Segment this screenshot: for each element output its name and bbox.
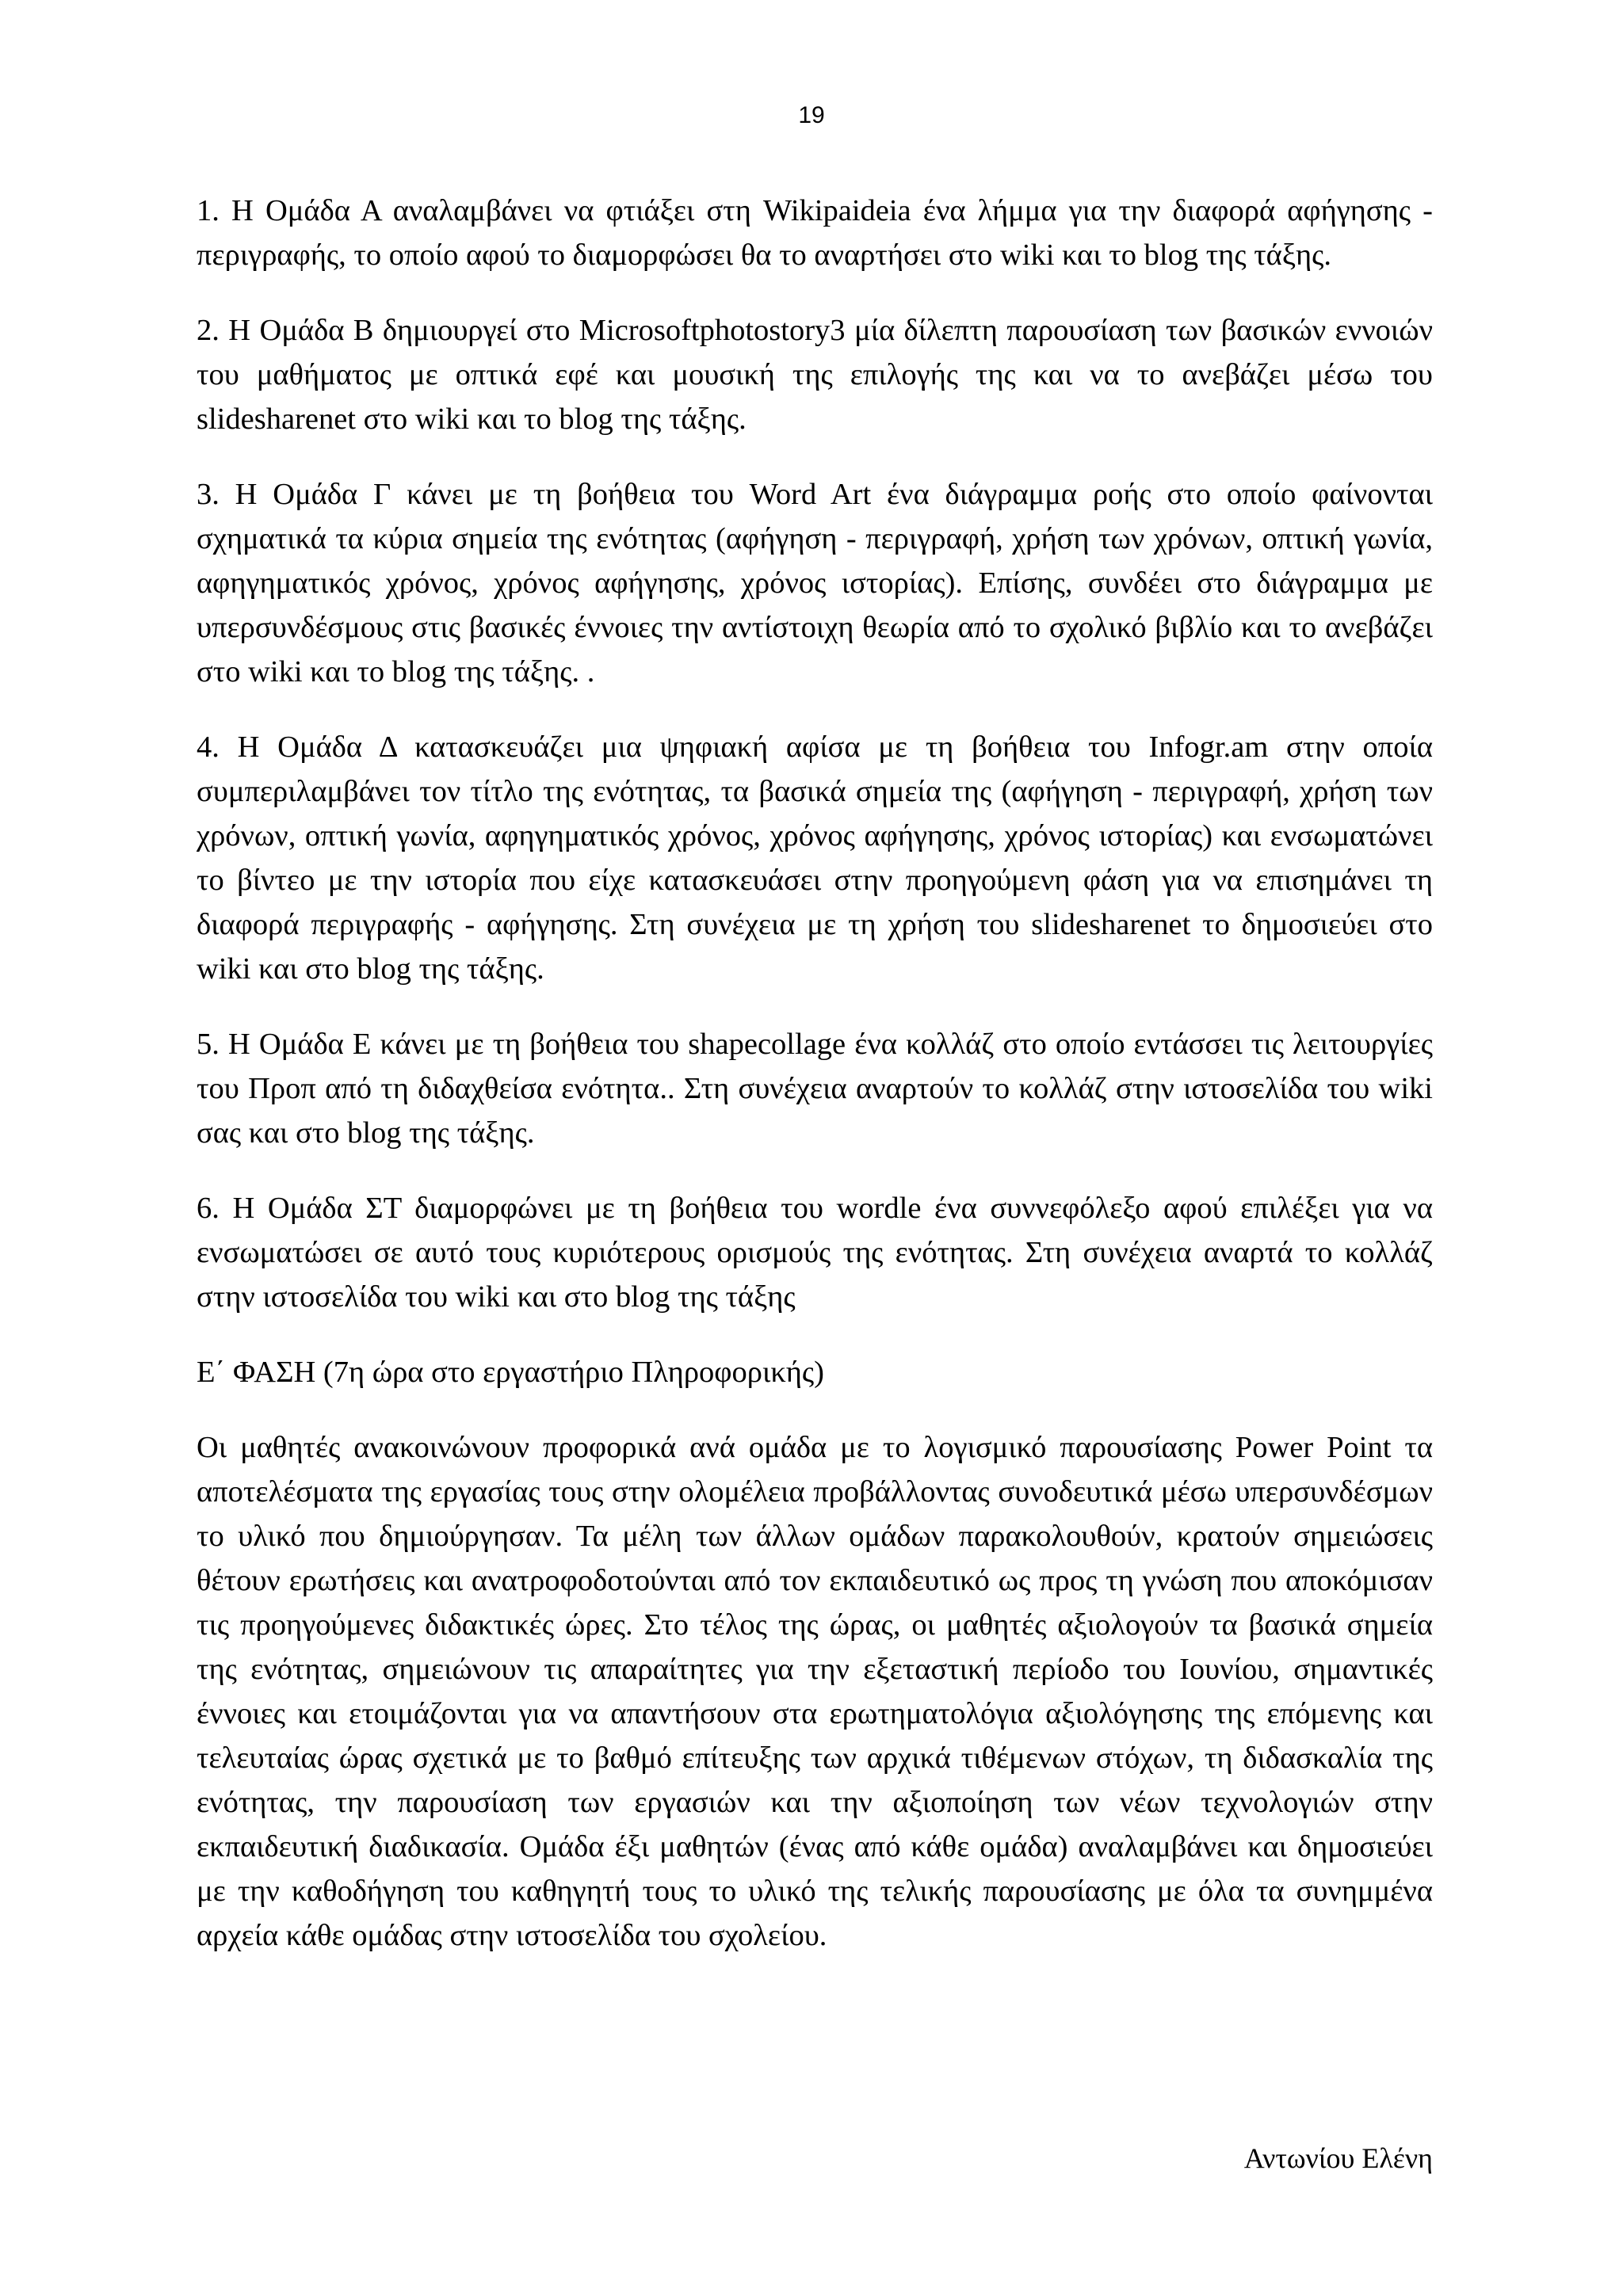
group-d-paragraph: 4. Η Ομάδα Δ κατασκευάζει μια ψηφιακή αφίσα με τη βοήθεια του Infogr.am στην οποία συμπεριλαμβάνει τον τίτλο της ενότητας, τα βασικά σημεία της (αφήγηση - περιγραφή, χρήση των χρόνων, οπτική γωνία, αφηγηματικός χρόνος, χρόνος αφήγησης, χρόνος ιστορίας) και ενσωματώνει το βίντεο με την ιστορία που είχε κατασκευάσει στην προηγούμενη φάση για να επισημάνει τη διαφορά περιγραφής - αφήγησης. Στη συνέχεια με τη χρήση του slidesharenet το δημοσιεύει στο wiki και στο blog της τάξης. (197, 730, 1433, 986)
page-number: 19 (798, 102, 825, 128)
phase-heading: Ε΄ ΦΑΣΗ (7η ώρα στο εργαστήριο Πληροφορικής) (197, 1356, 824, 1389)
document-body (197, 189, 1433, 1989)
group-c-paragraph: 3. Η Ομάδα Γ κάνει με τη βοήθεια του Word Art ένα διάγραμμα ροής στο οποίο φαίνονται σχηματικά τα κύρια σημεία της ενότητας (αφήγηση - περιγραφή, χρήση των χρόνων, οπτική γωνία, αφηγηματικός χρόνος, χρόνος αφήγησης, χρόνος ιστορίας). Επίσης, συνδέει στο διάγραμμα με υπερσυνδέσμους στις βασικές έννοιες την αντίστοιχη θεωρία από το σχολικό βιβλίο και το ανεβάζει στο wiki και το blog της τάξης. . (197, 478, 1433, 688)
group-a-paragraph: 1. Η Ομάδα Α αναλαμβάνει να φτιάξει στη Wikipaideia ένα λήμμα για την διαφορά αφήγησης - περιγραφής, το οποίο αφού το διαμορφώσει θα το αναρτήσει στο wiki και το blog της τάξης. (197, 194, 1433, 272)
group-b-paragraph: 2. Η Ομάδα Β δημιουργεί στο Microsoftphotostory3 μία δίλεπτη παρουσίαση των βασικών εννοιών του μαθήματος με οπτικά εφέ και μουσική της επιλογής της και να το ανεβάζει μέσω του slidesharenet στο wiki και το blog της τάξης. (197, 314, 1433, 436)
footer-author: Αντωνίου Ελένη (1243, 2142, 1433, 2174)
phase-paragraph: Οι μαθητές ανακοινώνουν προφορικά ανά ομάδα με το λογισμικό παρουσίασης Power Point τα αποτελέσματα της εργασίας τους στην ολομέλεια προβάλλοντας συνοδευτικά μέσω υπερσυνδέσμων το υλικό που δημιούργησαν. Τα μέλη των άλλων ομάδων παρακολουθούν, κρατούν σημειώσεις θέτουν ερωτήσεις και ανατροφοδοτούνται από τον εκπαιδευτικό ως προς τη γνώση που αποκόμισαν τις προηγούμενες διδακτικές ώρες. Στο τέλος της ώρας, οι μαθητές αξιολογούν τα βασικά σημεία της ενότητας, σημειώνουν τις απαραίτητες για την εξεταστική περίοδο του Ιουνίου, σημαντικές έννοιες και ετοιμάζονται για να απαντήσουν στα ερωτηματολόγια αξιολόγησης της επόμενης και τελευταίας ώρας σχετικά με το βαθμό επίτευξης των αρχικά τιθέμενων στόχων, τη διδασκαλία της ενότητας, την παρουσίαση των εργασιών και την αξιοποίηση των νέων τεχνολογιών στην εκπαιδευτική διαδικασία. Ομάδα έξι μαθητών (ένας από κάθε ομάδα) αναλαμβάνει και δημοσιεύει με την καθοδήγηση του καθηγητή τους το υλικό της τελικής παρουσίασης με όλα τα συνημμένα αρχεία κάθε ομάδας στην ιστοσελίδα του σχολείου. (197, 1431, 1433, 1952)
group-e-paragraph: 5. Η Ομάδα Ε κάνει με τη βοήθεια του shapecollage ένα κολλάζ στο οποίο εντάσσει τις λειτουργίες του Προπ από τη διδαχθείσα ενότητα.. Στη συνέχεια αναρτούν το κολλάζ στην ιστοσελίδα του wiki σας και στο blog της τάξης. (197, 1028, 1433, 1150)
group-st-paragraph: 6. Η Ομάδα ΣΤ διαμορφώνει με τη βοήθεια του wordle ένα συννεφόλεξο αφού επιλέξει για να ενσωματώσει σε αυτό τους κυριότερους ορισμούς της ενότητας. Στη συνέχεια αναρτά το κολλάζ στην ιστοσελίδα του wiki και στο blog της τάξης (197, 1192, 1433, 1314)
